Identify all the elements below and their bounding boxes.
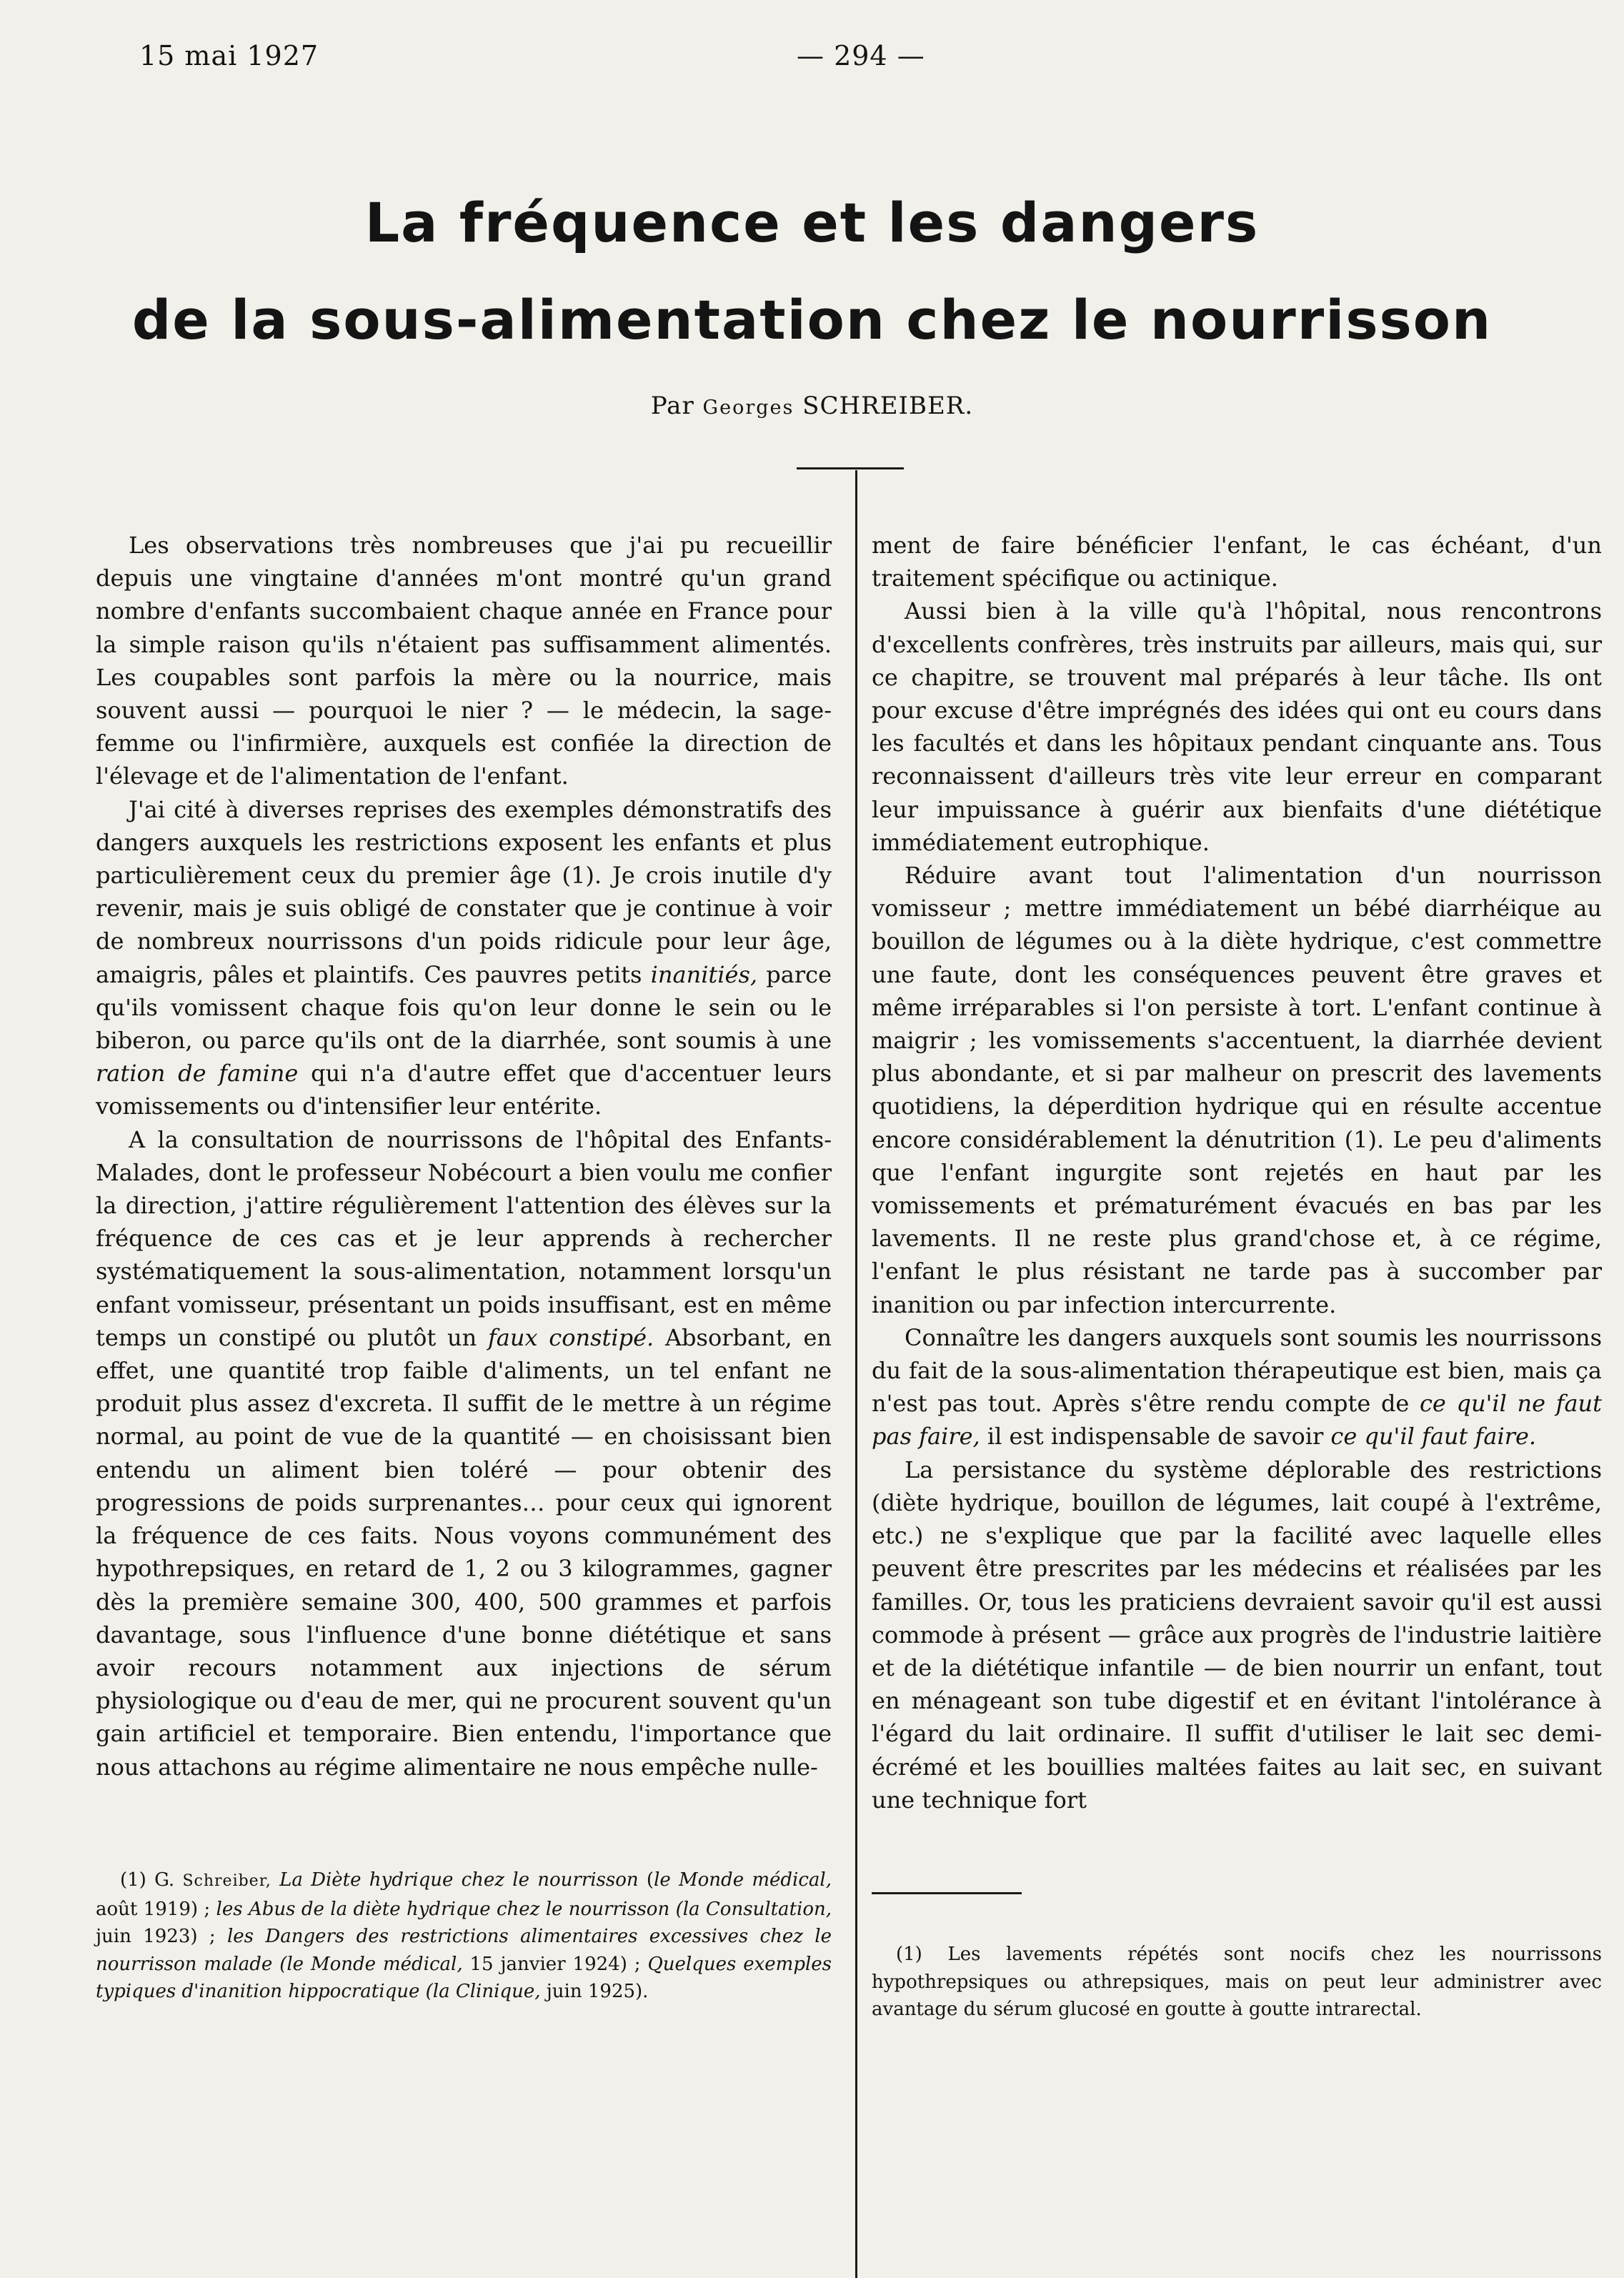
page-number: — 294 — xyxy=(797,40,925,71)
text-run: parce qu'ils vomissent chaque fois qu'on leur donne le sein ou le biberon, ou parce qu'ils ont de la diarrhée, sont soumis à une xyxy=(96,960,832,1055)
footnote-left xyxy=(96,1866,832,2006)
paragraph: La persistance du système déplorable des restrictions (diète hydrique, bouillon de légumes, lait coupé à l'extrême, etc.) ne s'explique que par la facilité avec laquelle elles peuvent être prescrites par les médecins et réalisées par les familles. Or, tous les praticiens devraient savoir qu'il est aussi commode à présent — grâce aux progrès de l'industrie laitière et de la diététique infantile — de bien nourrir un enfant, tout en ménageant son tube digestif et en évitant l'intolérance à l'égard du lait ordinaire. Il suffit d'utiliser le lait sec demi-écrémé et les bouillies maltées faites au lait sec, en suivant une technique fort xyxy=(872,1456,1602,1814)
byline-rule xyxy=(797,467,904,469)
italic-text: faux constipé. xyxy=(487,1323,654,1351)
text-run: ( xyxy=(638,1869,654,1891)
text-run: A la consultation de nourrissons de l'hôpital des Enfants-Malades, dont le professeur Nobécourt a bien voulu me confier la direction, j'attire régulièrement l'attention des élèves sur la fréquence de ces cas et je leur apprends à rechercher systématiquement la sous-alimentation, notamment lorsqu'un enfant vomisseur, présentant un poids insuffisant, est en même temps un constipé ou plutôt un xyxy=(96,1125,832,1351)
footnote-number: (1) G. xyxy=(120,1869,183,1891)
text-run: juin 1923) ; xyxy=(96,1926,227,1947)
italic-text: le Monde médical, xyxy=(654,1869,832,1891)
article-title-line-1: La fréquence et les dangers xyxy=(364,191,1260,254)
footnote-rule xyxy=(872,1892,1022,1894)
footnote-author: Schreiber, xyxy=(182,1872,272,1890)
paragraph: Aussi bien à la ville qu'à l'hôpital, nous rencontrons d'excellents confrères, très instruits par ailleurs, mais qui, sur ce chapitre, se trouvent mal préparés à leur tâche. Ils ont pour excuse d'être imprégnés des idées qui ont eu cours dans les facultés et dans les hôpitaux pendant cinquante ans. Tous reconnaissent d'ailleurs très vite leur erreur en comparant leur impuissance à guérir aux bienfaits d'une diététique immédiatement eutrophique. xyxy=(872,597,1602,856)
author-last-name: SCHREIBER. xyxy=(794,392,974,420)
byline-prefix: Par xyxy=(650,392,703,420)
paragraph: Les observations très nombreuses que j'ai pu recueillir depuis une vingtaine d'années m'ont montré qu'un grand nombre d'enfants succombaient chaque année en France pour la simple raison qu'ils n'étaient pas suffisamment alimentés. Les coupables sont parfois la mère ou la nourrice, mais souvent aussi — pourquoi le nier ? — le médecin, la sage-femme ou l'infirmière, auxquels est confiée la direction de l'élevage et de l'alimentation de l'enfant. xyxy=(96,532,832,790)
right-column xyxy=(872,529,1602,1816)
footnote-right xyxy=(872,1941,1602,2024)
paragraph: Réduire avant tout l'alimentation d'un nourrisson vomisseur ; mettre immédiatement un bébé diarrhéique au bouillon de légumes ou à la diète hydrique, c'est commettre une faute, dont les conséquences peuvent être graves et même irréparables si l'on persiste à tort. L'enfant continue à maigrir ; les vomissements s'accentuent, la diarrhée devient plus abondante, et si par malheur on prescrit des lavements quotidiens, la déperdition hydrique qui en résulte accentue encore considérablement la dénutrition (1). Le peu d'aliments que l'enfant ingurgite sont rejetés en haut par les vomissements et prématurément évacués en bas par les lavements. Il ne reste plus grand'chose et, à ce régime, l'enfant le plus résistant ne tarde pas à succomber par inanition ou par infection intercurrente. xyxy=(872,862,1602,1318)
italic-text: inanitiés, xyxy=(650,960,758,988)
text-run: 15 janvier 1924) ; xyxy=(462,1953,648,1975)
text-run: qui n'a d'autre effet que d'accentuer leurs vomissements ou d'intensifier leur entérite. xyxy=(96,1060,832,1120)
paragraph-continuation: ment de faire bénéficier l'enfant, le cas échéant, d'un traitement spécifique ou actinique. xyxy=(872,532,1602,592)
footnote-text xyxy=(96,1866,832,2006)
paragraph xyxy=(96,793,832,1123)
text-run: il est indispensable de savoir xyxy=(980,1423,1331,1451)
italic-text: ration de famine xyxy=(96,1060,299,1088)
paragraph xyxy=(96,1123,832,1784)
issue-date: 15 mai 1927 xyxy=(139,40,319,71)
italic-text: les Abus de la diète hydrique chez le nourrisson (la Consultation, xyxy=(216,1898,832,1920)
text-run: Connaître les dangers auxquels sont soumis les nourrissons du fait de la sous-alimentation thérapeutique est bien, mais ça n'est pas tout. Après s'être rendu compte de xyxy=(872,1323,1602,1418)
italic-text: ce qu'il faut faire. xyxy=(1330,1423,1537,1451)
article-title-line-2: de la sous-alimentation chez le nourrisson xyxy=(131,288,1493,352)
paragraph xyxy=(872,1321,1602,1453)
text-run: Absorbant, en effet, une quantité trop faible d'aliments, un tel enfant ne produit plus assez d'excreta. Il suffit de le mettre à un régime normal, au point de vue de la quantité — en choisissant bien entendu un aliment bien toléré — pour obtenir des progressions de poids surprenantes… pour ceux qui ignorent la fréquence de ces faits. Nous voyons communément des hypothrepsiques, en retard de 1, 2 ou 3 kilogrammes, gagner dès la première semaine 300, 400, 500 grammes et parfois davantage, sous l'influence d'une bonne diététique et sans avoir recours notamment aux injections de sérum physiologique ou d'eau de mer, qui ne procurent souvent qu'un gain artificiel et temporaire. Bien entendu, l'importance que nous attachons au régime alimentaire ne nous empêche nulle- xyxy=(96,1323,832,1781)
italic-text: La Diète hydrique chez le nourrisson xyxy=(271,1869,639,1891)
author-first-name: Georges xyxy=(702,397,794,419)
left-column xyxy=(96,529,832,1784)
text-run: juin 1925). xyxy=(540,1981,649,2002)
footnote-text: (1) Les lavements répétés sont nocifs chez les nourrissons hypothrepsiques ou athrepsiques, mais on peut leur administrer avec avantage du sérum glucosé en goutte à goutte intrarectal. xyxy=(872,1944,1602,2020)
column-divider xyxy=(855,470,857,2278)
italic-text: les Dangers des restrictions alimentaires excessives chez le nourrisson malade (le Monde médical, xyxy=(96,1926,832,1975)
byline xyxy=(0,392,1624,420)
italic-text: ce qu'il ne faut pas faire, xyxy=(872,1390,1603,1451)
text-run: J'ai cité à diverses reprises des exemples démonstratifs des dangers auxquels les restrictions exposent les enfants et plus particulièrement ceux du premier âge (1). Je crois inutile d'y revenir, mais je suis obligé de constater que je continue à voir de nombreux nourrissons d'un poids ridicule pour leur âge, amaigris, pâles et plaintifs. Ces pauvres petits xyxy=(96,795,832,988)
italic-text: Quelques exemples typiques d'inanition hippocratique (la Clinique, xyxy=(96,1953,832,2002)
text-run: août 1919) ; xyxy=(96,1898,216,1920)
